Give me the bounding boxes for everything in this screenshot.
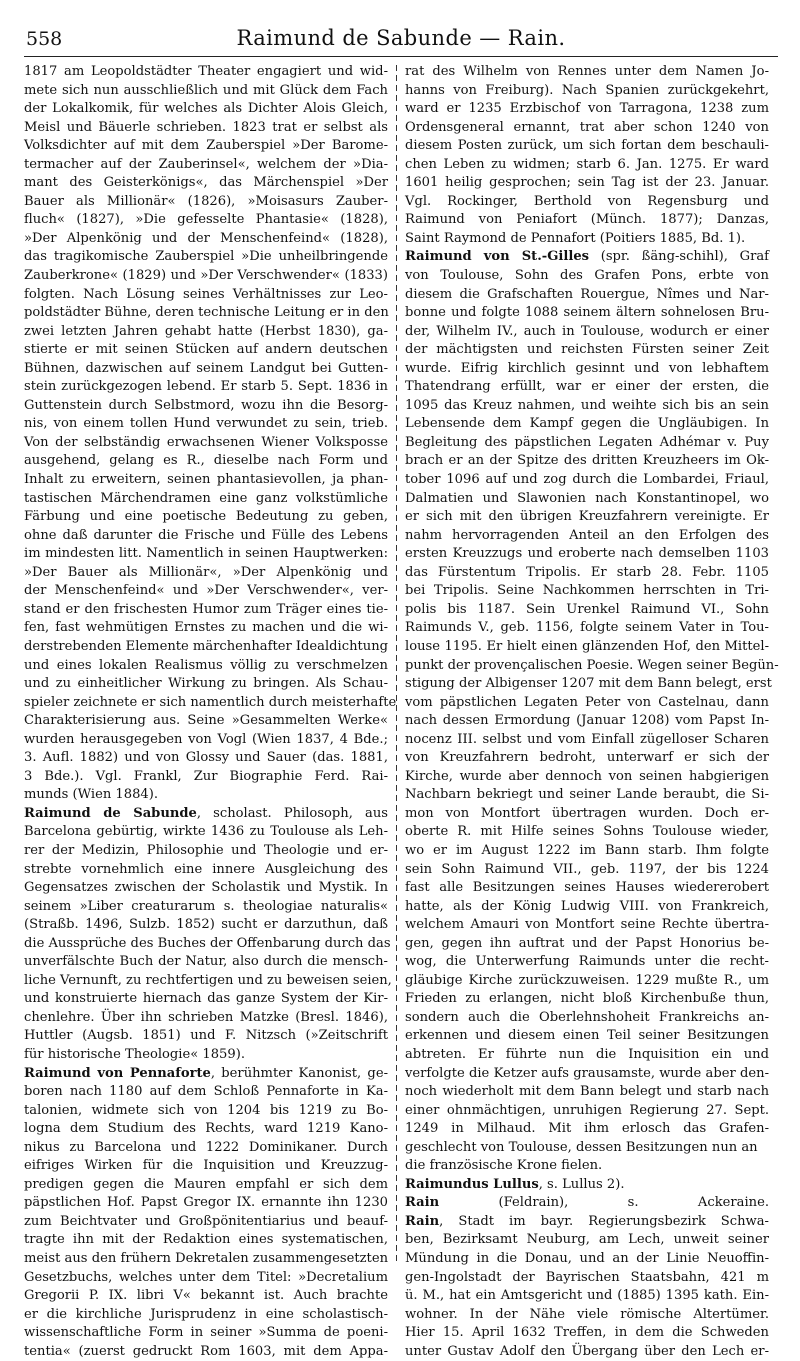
left-column-line: Zauberkrone« (1829) und »Der Verschwender« (1833)	[24, 268, 388, 284]
right-column-line: Nachbarn bekriegt und seiner Lande beraubt, die Si-	[405, 787, 769, 803]
right-column-line: Frieden zu erlangen, nicht bloß Kirchenbuße thun,	[405, 991, 769, 1007]
headword: Raimund von Pennaforte	[24, 1065, 211, 1081]
right-column-line: brach er an der Spitze des dritten Kreuzheers im Ok-	[405, 453, 769, 469]
left-column-line: 3. Aufl. 1882) und von Glossy und Sauer (das. 1881,	[24, 750, 388, 766]
right-column-line: Raimund von St.-Gilles (spr. ßäng-schihl), Graf	[405, 249, 770, 265]
right-column-line: Raimunds V., geb. 1156, folgte seinem Vater in Tou-	[405, 620, 769, 636]
right-column-line: Raimund von Peniafort (Münch. 1877); Danzas,	[405, 212, 769, 228]
right-column-line: nahm hervorragenden Anteil an den Erfolgen des	[405, 527, 769, 543]
left-column-line: poldstädter Bühne, deren technische Leitung er in den	[24, 305, 389, 321]
left-column-line: eifriges Wirken für die Inquisition und Kreuzzug-	[24, 1158, 388, 1174]
right-column-line: ü. M., hat ein Amtsgericht und (1885) 1395 kath. Ein-	[405, 1288, 769, 1304]
left-column-line: im mindesten litt. Namentlich in seinen Hauptwerken:	[24, 546, 388, 562]
right-column-line: bonne und folgte 1088 seinem ältern sohnelosen Bru-	[405, 305, 769, 321]
left-column-line: seinem »Liber creaturarum s. theologiae naturalis«	[24, 898, 388, 914]
page-header	[24, 22, 778, 57]
left-column-line: wissenschaftliche Form in seiner »Summa de poeni-	[24, 1325, 388, 1341]
left-column-line: liche Vernunft, zu rechtfertigen und zu beweisen seien,	[24, 972, 392, 988]
right-column-line: Saint Raymond de Pennafort (Poitiers 1885, Bd. 1).	[405, 230, 746, 246]
headword: Raimund von St.-Gilles	[405, 249, 590, 265]
left-column-line: »Der Bauer als Millionär«, »Der Alpenkönig und	[24, 564, 388, 580]
right-column-line: wog, die Unterwerfung Raimunds unter die recht-	[405, 954, 769, 970]
left-column-line: Huttler (Augsb. 1851) und F. Nitzsch (»Zeitschrift	[24, 1028, 388, 1044]
left-column-line: 3 Bde.). Vgl. Frankl, Zur Biographie Ferd. Rai-	[24, 768, 388, 784]
left-column-line: zum Beichtvater und Großpönitentiarius und beauf-	[24, 1213, 388, 1229]
left-column-line: Inhalt zu erweitern, seinen phantasievollen, ja phan-	[24, 472, 388, 488]
right-column-line: mon von Montfort übertragen wurden. Doch er-	[405, 805, 769, 821]
right-column	[397, 63, 779, 1359]
left-column-line: munds (Wien 1884).	[24, 787, 159, 803]
left-column-line: fluch« (1827), »Die gefesselte Phantasie« (1828),	[24, 212, 388, 228]
right-column-line: hatte, als der König Ludwig VIII. von Frankreich,	[405, 898, 769, 914]
right-column-line: Raimundus Lullus, s. Lullus 2).	[405, 1176, 625, 1192]
left-column-line: Bühnen, dazwischen auf seinem Landgut bei Gutten-	[24, 360, 388, 376]
right-column-line: wohner. In der Nähe viele römische Altertümer.	[405, 1306, 769, 1322]
right-column-line: wo er im August 1222 im Bann starb. Ihm folgte	[405, 842, 769, 858]
left-column-line: Raimund von Pennaforte, berühmter Kanonist, ge-	[24, 1065, 388, 1081]
right-column-line: diesem Posten zurück, um sich fortan dem beschauli-	[405, 138, 769, 154]
right-column-line: Hier 15. April 1632 Treffen, in dem die Schweden	[405, 1325, 769, 1341]
right-column-line: stigung der Albigenser 1207 mit dem Bann belegt, erst	[405, 676, 772, 692]
right-column-line: louse 1195. Er hielt einen glänzenden Hof, den Mittel-	[405, 638, 769, 654]
left-column-line: tastischen Märchendramen eine ganz volkstümliche	[24, 490, 388, 506]
left-column-line: Volksdichter auf mit dem Zauberspiel »Der Barome-	[24, 138, 388, 154]
right-column-line: der mächtigsten und reichsten Fürsten seiner Zeit	[405, 342, 769, 358]
right-column-line: Thatendrang erfüllt, war er einer der ersten, die	[405, 379, 769, 395]
left-column-line: spieler zeichnete er sich namentlich durch meisterhafte	[24, 694, 397, 710]
left-column-line: tentia« (zuerst gedruckt Rom 1603, mit dem Appa-	[24, 1343, 388, 1359]
right-column-line: Lebensende dem Kampf gegen die Ungläubigen. In	[405, 416, 769, 432]
left-column-line: die Aussprüche des Buches der Offenbarung durch das	[24, 935, 391, 951]
right-column-line: abtreten. Er führte nun die Inquisition ein und	[405, 1046, 769, 1062]
left-column-line: stierte er mit seinen Stücken auf andern deutschen	[24, 342, 388, 358]
left-column-line: 1817 am Leopoldstädter Theater engagiert und wid-	[24, 64, 388, 79]
left-column-line: Meisl und Bäuerle schrieben. 1823 trat er selbst als	[24, 119, 388, 135]
right-column-line: einer ohnmächtigen, unruhigen Regierung 27. Sept.	[405, 1102, 769, 1118]
left-column-line: mant des Geisterkönigs«, das Märchenspiel »Der	[24, 175, 388, 191]
headword: Rain	[405, 1213, 440, 1229]
right-column-line: Begleitung des päpstlichen Legaten Adhémar v. Puy	[405, 434, 769, 450]
left-column-line: und konstruierte hiernach das ganze System der Kir-	[24, 991, 388, 1007]
right-column-line: gen-Ingolstadt der Bayrischen Staatsbahn, 421 m	[405, 1269, 769, 1285]
right-column-line: der, Wilhelm IV., auch in Toulouse, wodurch er einer	[405, 323, 769, 339]
left-column-line: stein zurückgezogen lebend. Er starb 5. Sept. 1836 in	[24, 379, 388, 395]
right-column-line: ward er 1235 Erzbischof von Tarragona, 1238 zum	[405, 101, 769, 117]
right-column-line: Dalmatien und Slawonien nach Konstantinopel, wo	[405, 490, 769, 506]
right-column-line: erkennen und diesem einen Teil seiner Besitzungen	[405, 1028, 769, 1044]
left-column-line: zwei letzten Jahren gehabt hatte (Herbst 1830), ga-	[24, 323, 388, 339]
left-column-line: Gesetzbuchs, welches unter dem Titel: »Decretalium	[24, 1269, 388, 1285]
left-column-line: (Straßb. 1496, Sulzb. 1852) sucht er darzuthun, daß	[24, 917, 388, 933]
left-column-line: boren nach 1180 auf dem Schloß Pennaforte in Ka-	[24, 1084, 388, 1100]
right-column-line: Mündung in die Donau, und an der Linie Neuoffin-	[405, 1251, 769, 1266]
left-column-line: Raimund de Sabunde, scholast. Philosoph, aus	[24, 805, 388, 821]
right-column-line: punkt der provençalischen Poesie. Wegen seiner Begün-	[405, 657, 779, 673]
right-column-line: das Fürstentum Tripolis. Er starb 28. Febr. 1105	[405, 564, 769, 580]
left-column-line: er die kirchliche Jurisprudenz in eine scholastisch-	[24, 1306, 388, 1322]
left-column-line: termacher auf der Zauberinsel«, welchem der »Dia-	[24, 156, 388, 172]
right-column-line: fast alle Besitzungen seines Hauses wiedererobert	[405, 880, 769, 896]
running-title: Raimund de Sabunde — Rain.	[236, 26, 566, 50]
right-column-line: Ordensgeneral ernannt, trat aber schon 1240 von	[405, 119, 769, 135]
right-column-line: sein Sohn Raimund VII., geb. 1197, der bis 1224	[405, 861, 769, 877]
right-column-line: wurde. Eifrig kirchlich gesinnt und von lebhaftem	[405, 360, 769, 376]
left-column-line: folgten. Nach Lösung seines Verhältnisses zur Leo-	[24, 286, 388, 302]
right-column-line: geschlecht von Toulouse, dessen Besitzungen nun an	[405, 1139, 758, 1155]
right-column-line: 1095 das Kreuz nahmen, und weihte sich bis an sein	[405, 397, 769, 413]
left-column-line: ausgehend, gelang es R., dieselbe nach Form und	[24, 453, 388, 469]
text-columns	[24, 63, 779, 1359]
right-column-line: ersten Kreuzzugs und eroberte nach demselben 1103	[405, 546, 769, 562]
right-column-line: Kirche, wurde aber dennoch von seinen habgierigen	[405, 768, 769, 784]
left-column-line: rer der Medizin, Philosophie und Theologie und er-	[24, 842, 388, 858]
right-column-line: sondern auch die Oberlehnshoheit Frankreichs an-	[405, 1009, 769, 1025]
left-column-line: tragte ihn mit der Redaktion eines systematischen,	[24, 1232, 388, 1248]
left-column-line: Färbung und eine poetische Bedeutung zu geben,	[24, 509, 388, 525]
right-column-line: oberte R. mit Hilfe seines Sohns Toulouse wieder,	[405, 824, 769, 840]
left-column-line: für historische Theologie« 1859).	[24, 1046, 245, 1062]
right-column-line: von Toulouse, Sohn des Grafen Pons, erbte von	[405, 268, 769, 284]
left-column-line: fen, fast wehmütigen Ernstes zu machen und die wi-	[24, 620, 388, 636]
left-column-line: nikus zu Barcelona und 1222 Dominikaner. Durch	[24, 1139, 388, 1155]
left-column-line: chenlehre. Über ihn schrieben Matzke (Bresl. 1846),	[24, 1009, 388, 1025]
right-column-line: Rain, Stadt im bayr. Regierungsbezirk Schwa-	[405, 1213, 769, 1229]
left-column-line: der Menschenfeind« und »Der Verschwender«, ver-	[24, 583, 388, 599]
left-column-line: ohne daß darunter die Frische und Fülle des Lebens	[24, 527, 388, 543]
right-column-line: bei Tripolis. Seine Nachkommen herrschten in Tri-	[405, 583, 769, 599]
left-column-line: talonien, widmete sich von 1204 bis 1219 zu Bo-	[24, 1102, 388, 1118]
right-column-line: noch wiederholt mit dem Bann belegt und starb nach	[405, 1084, 769, 1100]
right-column-line: gläubige Kirche zurückzuweisen. 1229 mußte R., um	[405, 972, 769, 988]
left-column-line: Barcelona gebürtig, wirkte 1436 zu Toulouse als Leh-	[24, 824, 388, 840]
left-column-line: Gegensatzes zwischen der Scholastik und Mystik. In	[24, 880, 388, 896]
left-column-line: nis, von einem tollen Hund verwundet zu sein, trieb.	[24, 416, 388, 432]
right-column-line: Rain (Feldrain), s. Ackeraine.	[405, 1195, 769, 1211]
right-column-line: gen, gegen ihn auftrat und der Papst Honorius be-	[405, 935, 769, 951]
right-column-line: von Kreuzfahrern bedroht, unterwarf er sich der	[405, 750, 769, 766]
left-column-line: mete sich nun ausschließlich und mit Glück dem Fach	[24, 82, 388, 98]
right-column-line: nach dessen Ermordung (Januar 1208) vom Papst In-	[405, 713, 769, 729]
left-column	[24, 63, 397, 1359]
right-column-line: ben, Bezirksamt Neuburg, am Lech, unweit seiner	[405, 1232, 769, 1248]
left-column-line: das tragikomische Zauberspiel »Die unheilbringende	[24, 249, 388, 265]
right-column-line: er sich mit den übrigen Kreuzfahrern vereinigte. Er	[405, 509, 769, 525]
left-column-line: Bauer als Millionär« (1826), »Moisasurs Zauber-	[24, 193, 388, 209]
right-column-line: nocenz III. selbst und vom Einfall zügelloser Scharen	[405, 731, 769, 747]
headword: Raimundus Lullus	[405, 1176, 539, 1192]
left-column-line: logna dem Studium des Rechts, ward 1219 Kano-	[24, 1121, 388, 1137]
left-column-line: wurden herausgegeben von Vogl (Wien 1837, 4 Bde.;	[24, 731, 388, 747]
left-column-line: der Lokalkomik, für welches als Dichter Alois Gleich,	[24, 101, 388, 117]
right-column-line: rat des Wilhelm von Rennes unter dem Namen Jo-	[405, 64, 769, 79]
right-column-line: welchem Amauri von Montfort seine Rechte übertra-	[405, 917, 769, 933]
right-column-line: Vgl. Rockinger, Berthold von Regensburg und	[405, 193, 769, 209]
right-column-line: 1249 in Milhaud. Mit ihm erlosch das Grafen-	[405, 1121, 769, 1137]
headword: Raimund de Sabunde	[24, 805, 197, 821]
right-column-line: die französische Krone fielen.	[405, 1158, 603, 1174]
left-column-line: Gregorii P. IX. libri V« bekannt ist. Auch brachte	[24, 1288, 388, 1304]
right-column-line: 1601 heilig gesprochen; sein Tag ist der 23. Januar.	[405, 175, 769, 191]
page-number: 558	[26, 28, 63, 50]
left-column-line: Von der selbständig erwachsenen Wiener Volksposse	[24, 434, 388, 450]
left-column-line: stand er den frischesten Humor zum Träger eines tie-	[24, 601, 388, 617]
right-column-line: polis bis 1187. Sein Urenkel Raimund VI., Sohn	[405, 601, 769, 617]
right-column-line: hanns von Freiburg). Nach Spanien zurückgekehrt,	[405, 82, 769, 98]
left-column-line: strebte vornehmlich eine innere Ausgleichung des	[24, 861, 388, 877]
left-column-line: predigen gegen die Mauren empfahl er sich dem	[24, 1176, 388, 1192]
right-column-line: diesem die Grafschaften Rouergue, Nîmes und Nar-	[405, 286, 769, 302]
left-column-line: »Der Alpenkönig und der Menschenfeind« (1828),	[24, 230, 388, 246]
left-column-line: Guttenstein durch Selbstmord, wozu ihn die Besorg-	[24, 397, 388, 413]
left-column-line: unverfälschte Buch der Natur, also durch die mensch-	[24, 954, 388, 970]
left-column-line: meist aus den frühern Dekretalen zusammengesetzten	[24, 1251, 388, 1266]
headword: Rain	[405, 1195, 440, 1211]
left-column-line: Charakterisierung aus. Seine »Gesammelten Werke«	[24, 713, 388, 729]
left-column-line: derstrebenden Elemente märchenhafter Idealdichtung	[24, 638, 389, 654]
left-column-line: und zu einheitlicher Wirkung zu bringen. Als Schau-	[24, 676, 388, 692]
right-column-line: vom päpstlichen Legaten Peter von Castelnau, dann	[405, 694, 769, 710]
right-column-line: chen Leben zu widmen; starb 6. Jan. 1275. Er ward	[405, 156, 769, 172]
right-column-line: verfolgte die Ketzer aufs grausamste, wurde aber den-	[405, 1065, 769, 1081]
left-column-line: päpstlichen Hof. Papst Gregor IX. ernannte ihn 1230	[24, 1195, 388, 1211]
left-column-line: und eines lokalen Realismus völlig zu verschmelzen	[24, 657, 388, 673]
right-column-line: tober 1096 auf und zog durch die Lombardei, Friaul,	[405, 472, 769, 488]
right-column-line: unter Gustav Adolf den Übergang über den Lech er-	[405, 1343, 769, 1359]
